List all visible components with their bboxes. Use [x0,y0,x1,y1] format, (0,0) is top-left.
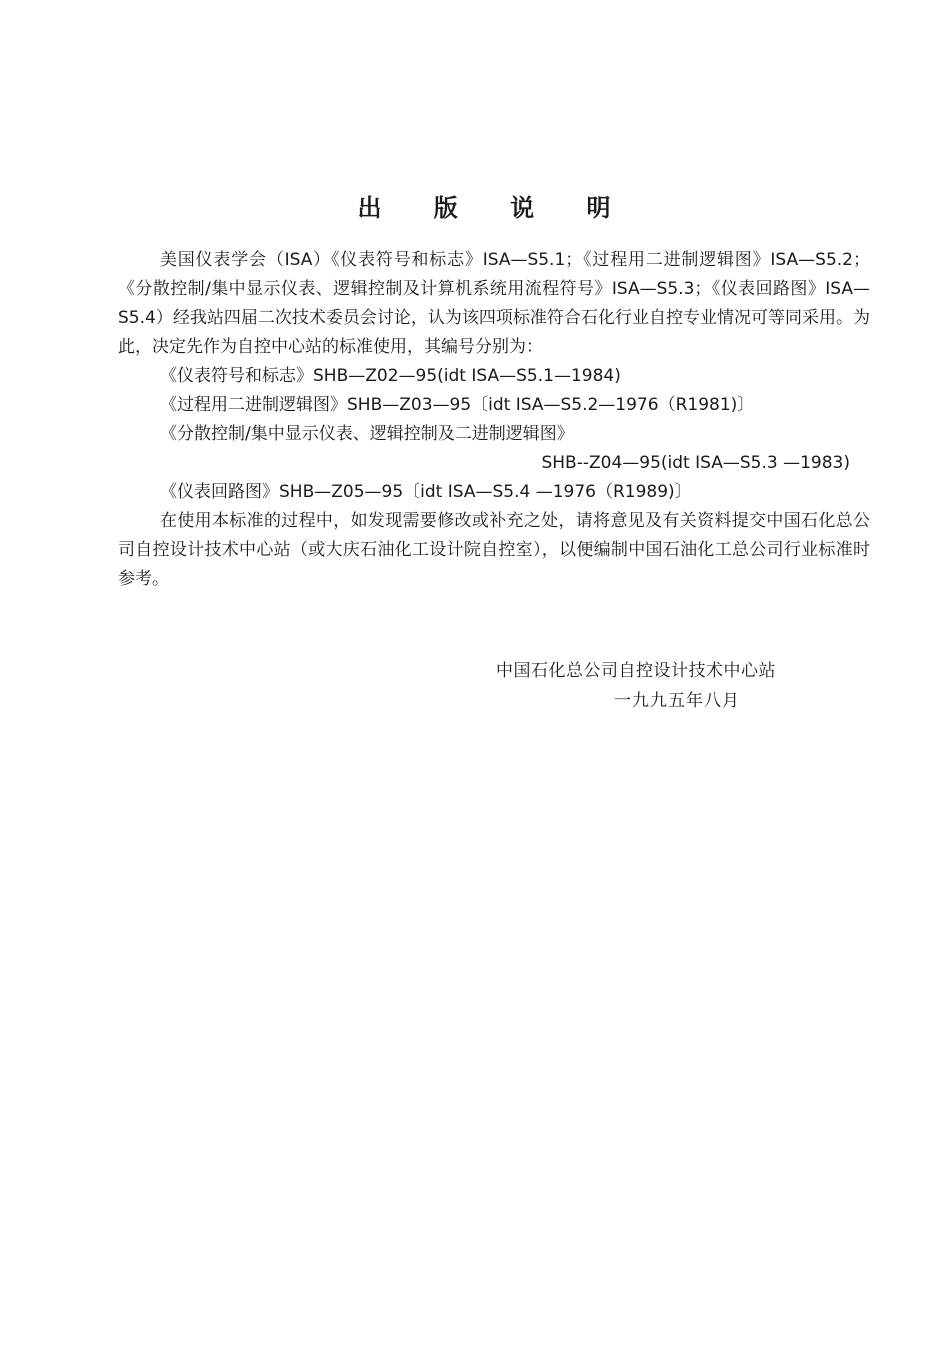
signature-date: 一九九五年八月 [614,691,740,711]
standard-item-3: 《分散控制/集中显示仪表、逻辑控制及二进制逻辑图》 [160,424,574,444]
signature-block [496,656,776,716]
standard-item-4: 《仪表回路图》SHB—Z05—95〔idt ISA—S5.4 —1976（R1989)〕 [160,482,692,502]
standard-item-2: 《过程用二进制逻辑图》SHB—Z03—95〔idt ISA—S5.2—1976（R1981)〕 [160,395,755,415]
standard-item-3-continuation: SHB--Z04—95(idt ISA—S5.3 —1983) [541,453,850,473]
body-text [118,246,870,594]
page-title: 出 版 说 明 [357,194,633,222]
closing-paragraph: 在使用本标准的过程中，如发现需要修改或补充之处，请将意见及有关资料提交中国石化总公司自控设计技术中心站（或大庆石油化工设计院自控室），以便编制中国石油化工总公司行业标准时参考。 [118,511,870,589]
standard-item-1: 《仪表符号和标志》SHB—Z02—95(idt ISA—S5.1—1984) [160,366,621,386]
signature-organization: 中国石化总公司自控设计技术中心站 [496,661,776,681]
intro-paragraph: 美国仪表学会（ISA）《仪表符号和标志》ISA—S5.1；《过程用二进制逻辑图》ISA—S5.2；《分散控制/集中显示仪表、逻辑控制及计算机系统用流程符号》ISA—S5.3；《仪表回路图》ISA—S5.4）经我站四届二次技术委员会讨论，认为该四项标准符合石化行业自控专业情况可等同采用。为此，决定先作为自控中心站的标准使用，其编号分别为： [118,250,870,357]
